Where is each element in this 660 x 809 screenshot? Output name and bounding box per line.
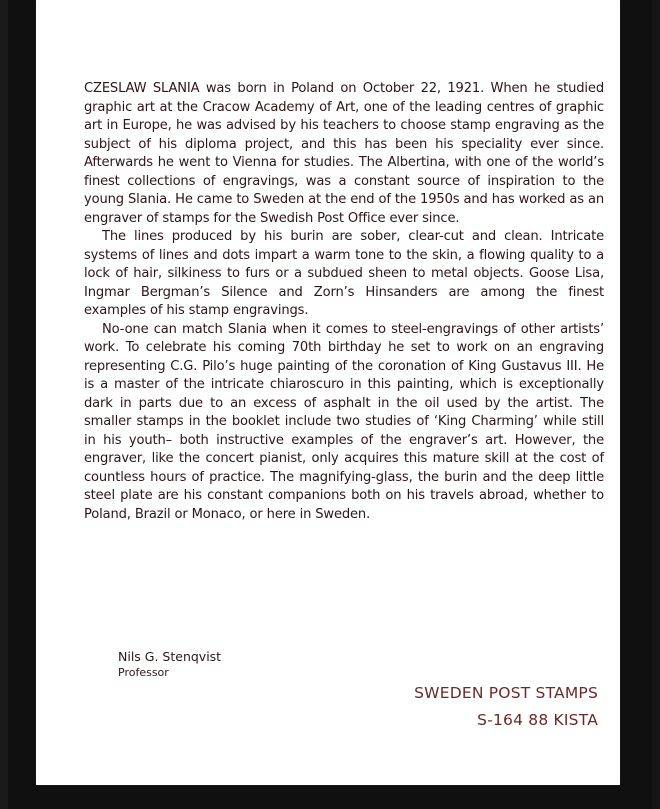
paragraph-1: CZESLAW SLANIA was born in Poland on October 22, 1921. When he studied graphic art at the Cracow Academy of Art, one of the leading centres of graphic art in Europe, he was advised by his teachers to choose stamp engraving as the subject of his diploma project, and this has been his speciality ever since. Afterwards he went to Vienna for studies. The Albertina, with one of the world’s finest collections of engravings, was a constant source of inspiration to the young Slania. He came to Sweden at the end of the 1950s and has worked as an engraver of stamps for the Swedish Post Office ever since.: [84, 81, 604, 226]
author-name: Nils G. Stenqvist: [118, 649, 222, 664]
biography-text: [84, 80, 604, 524]
address-line-2: S-164 88 KISTA: [477, 711, 598, 729]
scan-edge-left: [0, 0, 8, 809]
address-line-1: SWEDEN POST STAMPS: [414, 684, 598, 702]
paragraph-3: No-one can match Slania when it comes to steel-engravings of other artists’ work. To celebrate his coming 70th birthday he set to work on an engraving representing C.G. Pilo’s huge painting of the coronation of King Gustavus III. He is a master of the intricate chiaroscuro in this painting, which is exceptionally dark in parts due to an excess of asphalt in the oil used by the artist. The smaller stamps in the booklet include two studies of ‘King Charming’ while still in his youth– both instructive examples of the engraver’s art. However, the engraver, like the concert pianist, only acquires this mature skill at the cost of countless hours of practice. The magnifying-glass, the burin and the deep little steel plate are his constant companions both on his travels abroad, whether to Poland, Brazil or Monaco, or here in Sweden.: [84, 321, 604, 522]
author-title: Professor: [118, 666, 169, 679]
paragraph-2: The lines produced by his burin are sober, clear-cut and clean. Intricate systems of lines and dots impart a warm tone to the skin, a flowing quality to a lock of hair, silkiness to furs or a subdued sheen to metal objects. Goose Lisa, Ingmar Bergman’s Silence and Zorn’s Hinsanders are among the finest examples of his stamp engravings.: [84, 229, 604, 318]
author-signature: [118, 648, 221, 680]
booklet-page: [36, 0, 620, 785]
scan-edge-right: [652, 0, 660, 809]
postal-address: [333, 680, 598, 734]
